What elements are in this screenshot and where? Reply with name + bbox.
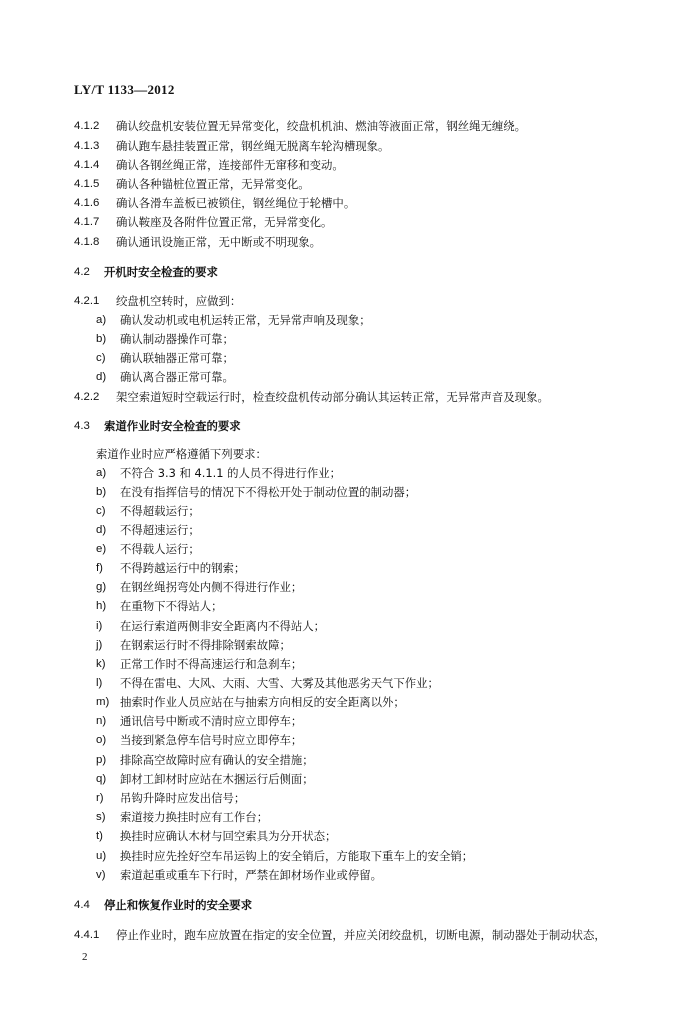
section-number: 4.4 bbox=[74, 899, 90, 911]
list-text: 确认离合器正常可靠。 bbox=[120, 370, 234, 384]
list-text: 换挂时应先拴好空车吊运钩上的安全销后，方能取下重车上的安全销； bbox=[120, 849, 474, 863]
standard-code-header: LY/T 1133—2012 bbox=[74, 82, 175, 97]
list-label: i) bbox=[96, 620, 103, 632]
list-text: 确认发动机或电机运转正常，无异常声响及现象； bbox=[120, 313, 371, 327]
list-text: 在钢索运行时不得排除钢索故障； bbox=[120, 638, 291, 652]
section-title: 开机时安全检查的要求 bbox=[104, 265, 218, 279]
list-label: c) bbox=[96, 352, 106, 364]
clause-text: 确认各滑车盖板已被锁住，钢丝绳位于轮槽中。 bbox=[116, 196, 356, 210]
list-text: 在钢丝绳拐弯处内侧不得进行作业； bbox=[120, 580, 303, 594]
list-label: t) bbox=[96, 830, 103, 842]
clause-text: 确认通讯设施正常，无中断或不明现象。 bbox=[116, 235, 322, 249]
list-text: 卸材工卸材时应站在木捆运行后侧面； bbox=[120, 772, 314, 786]
page-number: 2 bbox=[82, 951, 88, 963]
clause-number: 4.4.1 bbox=[74, 929, 100, 941]
section-title: 停止和恢复作业时的安全要求 bbox=[104, 898, 253, 912]
list-label: d) bbox=[96, 524, 107, 536]
clause-number: 4.1.5 bbox=[74, 178, 100, 190]
clause-number: 4.1.3 bbox=[74, 140, 100, 152]
clause-text: 停止作业时，跑车应放置在指定的安全位置，并应关闭绞盘机，切断电源，制动器处于制动状态， bbox=[116, 928, 606, 942]
clause-number: 4.1.2 bbox=[74, 120, 100, 132]
list-text: 换挂时应确认木材与回空索具为分开状态； bbox=[120, 829, 337, 843]
list-text: 通讯信号中断或不清时应立即停车； bbox=[120, 714, 303, 728]
list-text: 不得超速运行； bbox=[120, 523, 200, 537]
list-label: n) bbox=[96, 715, 107, 727]
list-label: v) bbox=[96, 869, 106, 881]
list-label: m) bbox=[96, 696, 110, 708]
list-label: e) bbox=[96, 543, 107, 555]
list-label: r) bbox=[96, 792, 104, 804]
list-text: 不得在雷电、大风、大雨、大雪、大雾及其他恶劣天气下作业； bbox=[120, 676, 439, 690]
list-text: 在重物下不得站人； bbox=[120, 599, 223, 613]
list-text: 不得超载运行； bbox=[120, 504, 200, 518]
list-label: o) bbox=[96, 734, 107, 746]
list-label: s) bbox=[96, 811, 106, 823]
list-text: 索道接力换挂时应有工作台； bbox=[120, 810, 269, 824]
list-text: 吊钩升降时应发出信号； bbox=[120, 791, 246, 805]
list-label: b) bbox=[96, 486, 107, 498]
list-text: 在没有指挥信号的情况下不得松开处于制动位置的制动器； bbox=[120, 485, 417, 499]
clause-text: 确认各钢丝绳正常，连接部件无窜移和变动。 bbox=[116, 158, 344, 172]
list-label: f) bbox=[96, 562, 103, 574]
list-label: p) bbox=[96, 754, 107, 766]
intro-text: 索道作业时应严格遵循下列要求： bbox=[96, 447, 267, 461]
list-label: a) bbox=[96, 314, 107, 326]
list-text: 确认联轴器正常可靠； bbox=[120, 351, 234, 365]
clause-number: 4.2.2 bbox=[74, 391, 100, 403]
list-label: j) bbox=[96, 639, 103, 651]
clause-number: 4.1.7 bbox=[74, 216, 100, 228]
list-text: 当接到紧急停车信号时应立即停车； bbox=[120, 733, 303, 747]
list-label: k) bbox=[96, 658, 106, 670]
clause-text: 架空索道短时空载运行时，检查绞盘机传动部分确认其运转正常，无异常声音及现象。 bbox=[116, 390, 549, 404]
list-label: u) bbox=[96, 850, 107, 862]
list-text: 不得跨越运行中的钢索； bbox=[120, 561, 246, 575]
list-label: q) bbox=[96, 773, 107, 785]
list-label: g) bbox=[96, 581, 107, 593]
section-number: 4.3 bbox=[74, 420, 90, 432]
list-label: d) bbox=[96, 371, 107, 383]
clause-number: 4.1.4 bbox=[74, 159, 100, 171]
list-label: b) bbox=[96, 333, 107, 345]
clause-text: 绞盘机空转时，应做到： bbox=[116, 294, 242, 308]
list-label: a) bbox=[96, 467, 107, 479]
list-label: l) bbox=[96, 677, 103, 689]
clause-text: 确认绞盘机安装位置无异常变化，绞盘机机油、燃油等液面正常，钢丝绳无缠绕。 bbox=[116, 119, 527, 133]
list-text: 排除高空故障时应有确认的安全措施； bbox=[120, 753, 314, 767]
list-label: c) bbox=[96, 505, 106, 517]
clause-number: 4.1.8 bbox=[74, 236, 100, 248]
clause-number: 4.1.6 bbox=[74, 197, 100, 209]
clause-text: 确认跑车悬挂装置正常，钢丝绳无脱离车轮沟槽现象。 bbox=[116, 139, 390, 153]
list-text: 在运行索道两侧非安全距离内不得站人； bbox=[120, 619, 326, 633]
clause-text: 确认各种锚桩位置正常，无异常变化。 bbox=[116, 177, 310, 191]
list-text: 索道起重或重车下行时，严禁在卸材场作业或停留。 bbox=[120, 868, 382, 882]
list-text: 确认制动器操作可靠； bbox=[120, 332, 234, 346]
list-text: 抽索时作业人员应站在与抽索方向相反的安全距离以外； bbox=[120, 695, 405, 709]
list-label: h) bbox=[96, 600, 107, 612]
list-text: 不符合 3.3 和 4.1.1 的人员不得进行作业； bbox=[120, 466, 342, 480]
section-number: 4.2 bbox=[74, 266, 90, 278]
clause-text: 确认鞍座及各附件位置正常，无异常变化。 bbox=[116, 215, 333, 229]
list-text: 正常工作时不得高速运行和急刹车； bbox=[120, 657, 303, 671]
list-text: 不得载人运行； bbox=[120, 542, 200, 556]
clause-number: 4.2.1 bbox=[74, 295, 100, 307]
section-title: 索道作业时安全检查的要求 bbox=[104, 419, 241, 433]
